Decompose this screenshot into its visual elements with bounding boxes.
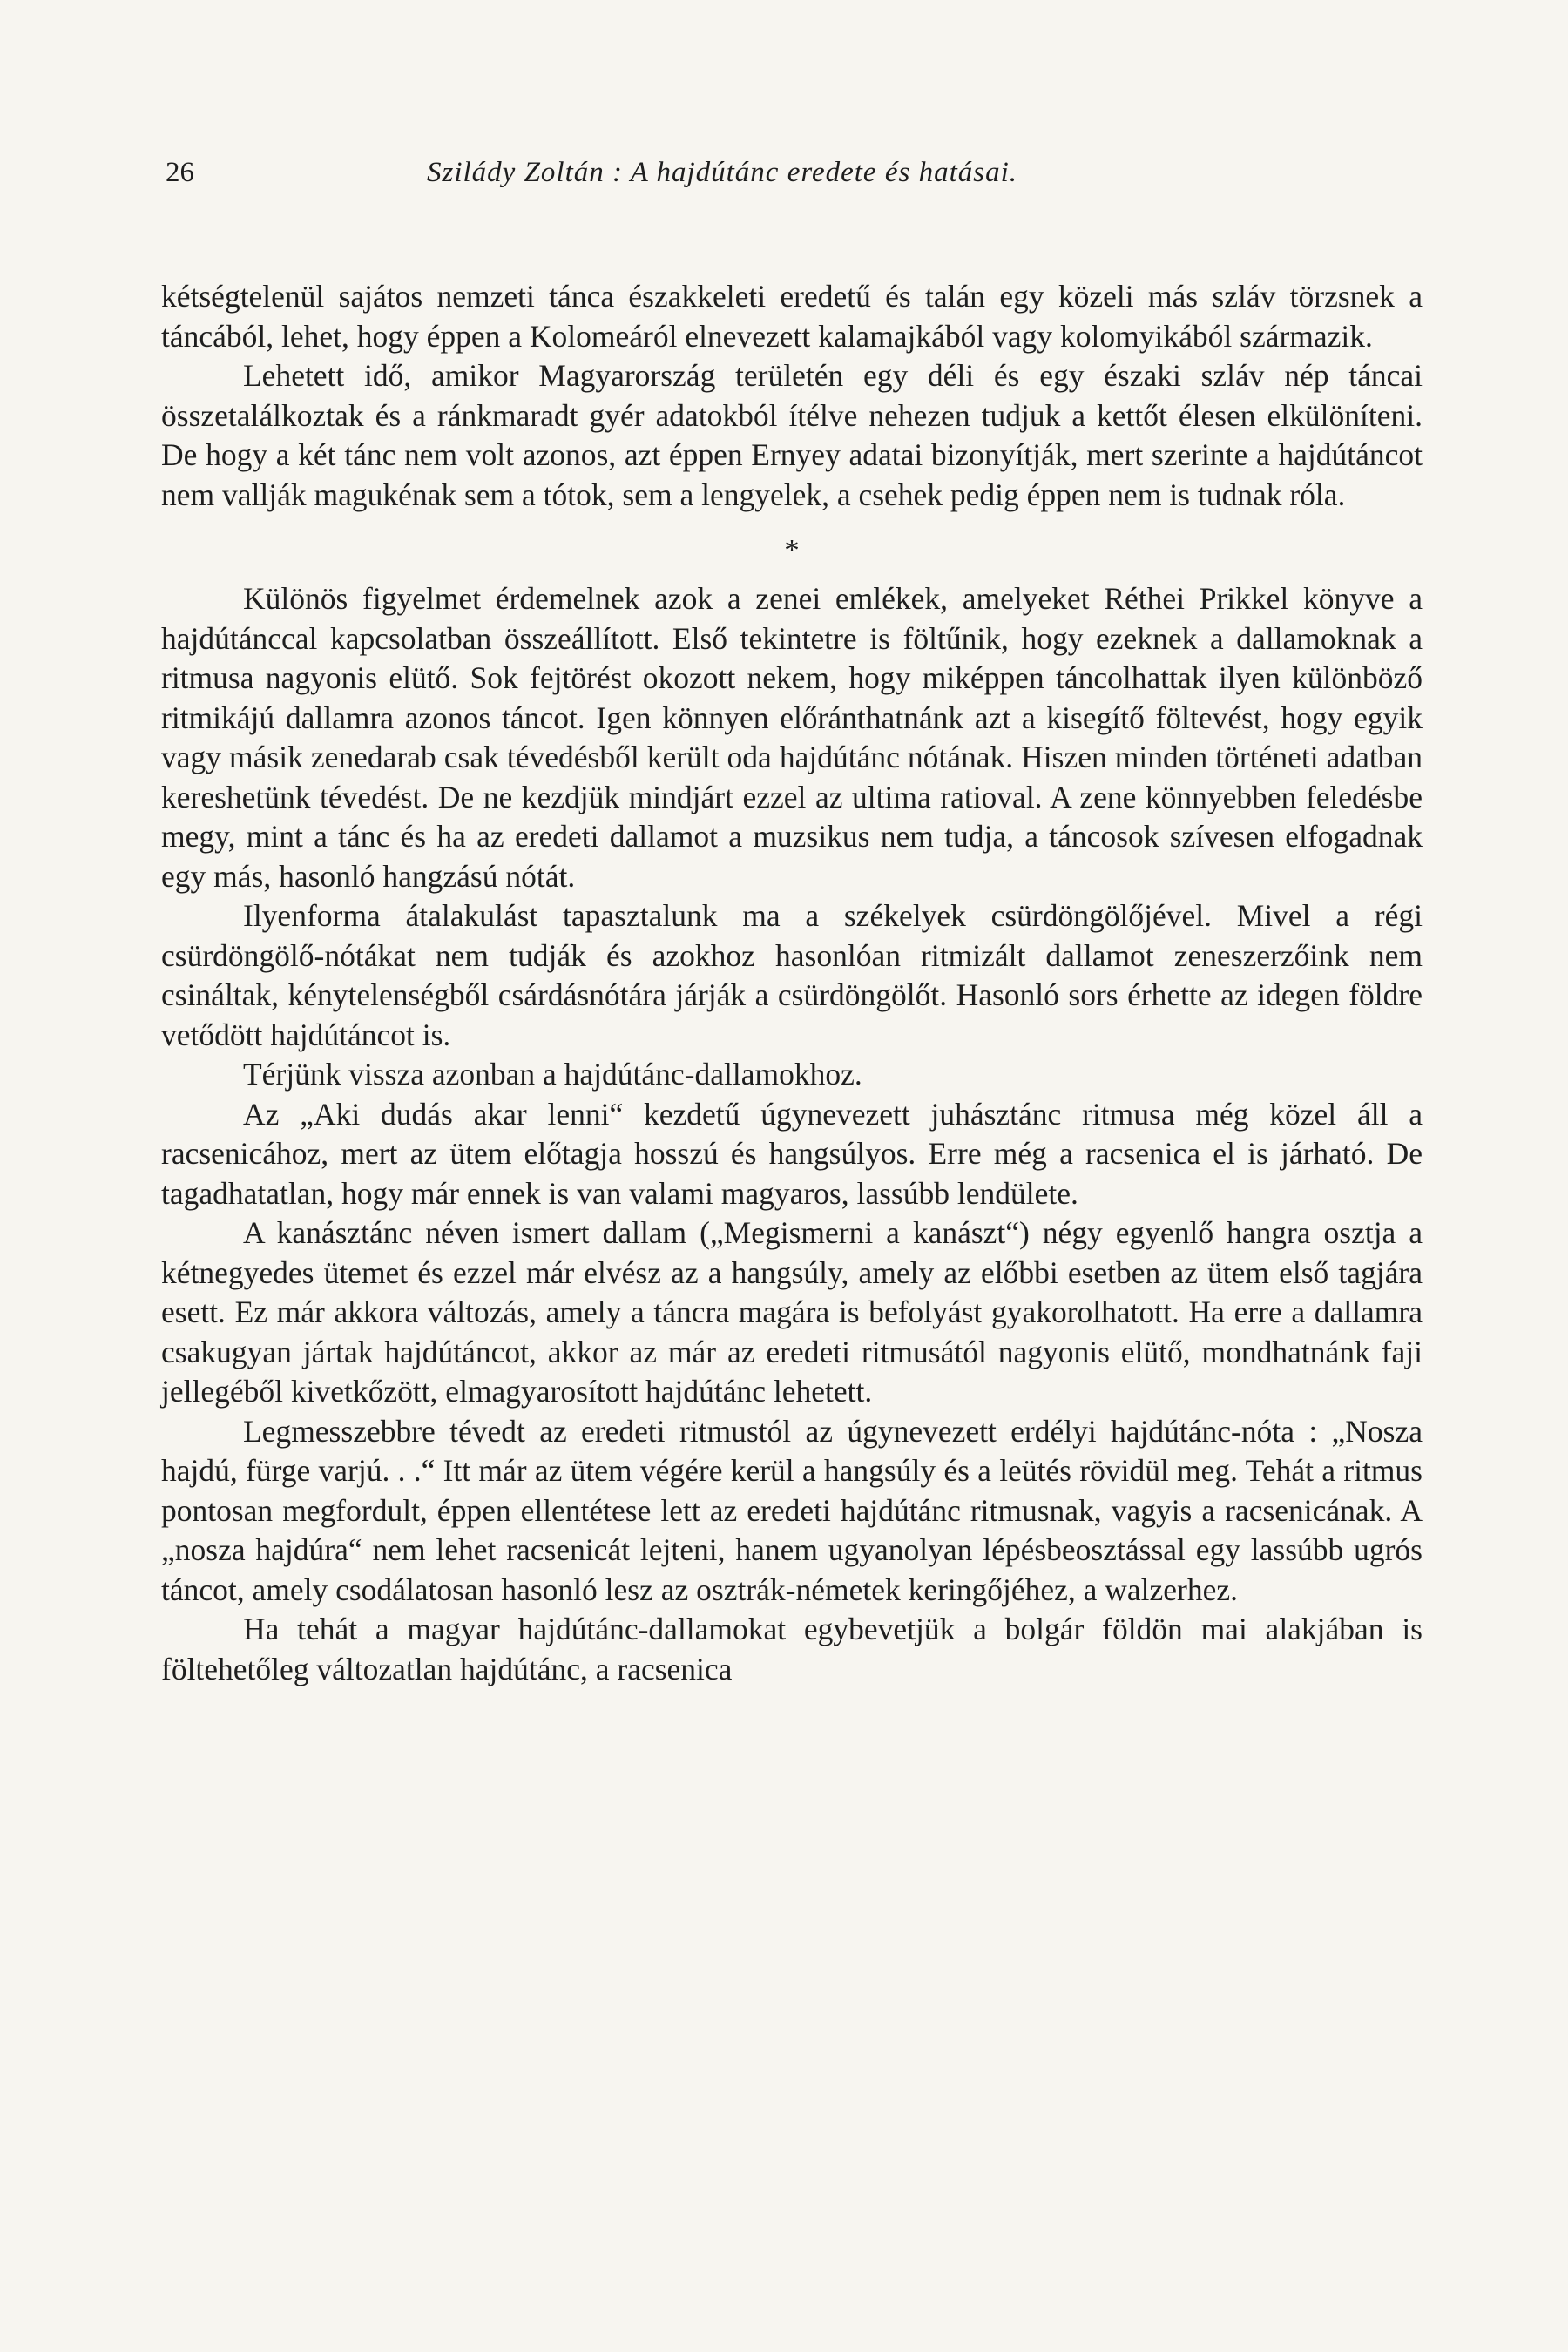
paragraph-7: A kanásztánc néven ismert dallam („Megismerni a kanászt“) négy egyenlő hangra osztja a kétnegyedes ütemet és ezzel már elvész az a hangsúly, amely az előbbi esetben az ütem első tagjára esett. Ez már akkora változás, amely a táncra magára is befolyást gyakorolhatott. Ha erre a dallamra csakugyan jártak hajdútáncot, akkor az már az eredeti ritmusától nagyonis elütő, mondhatnánk faji jellegéből kivetkőzött, elmagyarosított hajdútánc lehetett. <box>161 1215 1423 1409</box>
section-separator: * <box>784 533 800 567</box>
paragraph-2: Lehetett idő, amikor Magyarország területén egy déli és egy északi szláv nép táncai összetalálkoztak és a ránkmaradt gyér adatokból ítélve nehezen tudjuk a kettőt élesen elkülöníteni. De hogy a két tánc nem volt azonos, azt éppen Ernyey adatai bizonyítják, mert szerinte a hajdútáncot nem vallják magukénak sem a tótok, sem a lengyelek, a csehek pedig éppen nem is tudnak róla. <box>161 358 1423 512</box>
running-title: Szilády Zoltán : A hajdútánc eredete és hatásai. <box>427 157 1017 188</box>
page-header <box>166 157 1402 200</box>
paragraph-5: Térjünk vissza azonban a hajdútánc-dallamokhoz. <box>243 1057 862 1092</box>
page-number: 26 <box>166 157 194 188</box>
paragraph-4: Ilyenforma átalakulást tapasztalunk ma a székelyek csürdöngölőjével. Mivel a régi csürdöngölő-nótákat nem tudják és azokhoz hasonlóan ritmizált dallamot zeneszerzőink nem csináltak, kénytelenségből csárdásnótára járják a csürdöngölőt. Hasonló sors érhette az idegen földre vetődött hajdútáncot is. <box>161 898 1423 1052</box>
paragraph-6: Az „Aki dudás akar lenni“ kezdetű úgynevezett juhásztánc ritmusa még közel áll a racsenicához, mert az ütem előtagja hosszú és hangsúlyos. Erre még a racsenica el is járható. De tagadhatatlan, hogy már ennek is van valami magyaros, lassúbb lendülete. <box>161 1096 1423 1211</box>
paragraph-3: Különös figyelmet érdemelnek azok a zenei emlékek, amelyeket Réthei Prikkel könyve a hajdútánccal kapcsolatban összeállított. Első tekintetre is föltűnik, hogy ezeknek a dallamoknak a ritmusa nagyonis elütő. Sok fejtörést okozott nekem, hogy miképpen táncolhattak ilyen különböző ritmikájú dallamra azonos táncot. Igen könnyen előránthatnánk azt a kisegítő föltevést, hogy egyik vagy másik zenedarab csak tévedésből került oda hajdútánc nótának. Hiszen minden történeti adatban kereshetünk tévedést. De ne kezdjük mindjárt ezzel az ultima ratioval. A zene könnyebben feledésbe megy, mint a tánc és ha az eredeti dallamot a muzsikus nem tudja, a táncosok szívesen elfogadnak egy más, hasonló hangzású nótát. <box>161 581 1423 894</box>
paragraph-1: kétségtelenül sajátos nemzeti tánca északkeleti eredetű és talán egy közeli más szláv törzsnek a táncából, lehet, hogy éppen a Kolomeáról elnevezett kalamajkából vagy kolomyikából származik. <box>161 279 1423 354</box>
paragraph-9: Ha tehát a magyar hajdútánc-dallamokat egybevetjük a bolgár földön mai alakjában is föltehetőleg változatlan hajdútánc, a racsenica <box>161 1612 1423 1686</box>
paragraph-8: Legmesszebbre tévedt az eredeti ritmustól az úgynevezett erdélyi hajdútánc-nóta : „Nosza hajdú, fürge varjú. . .“ Itt már az ütem végére kerül a hangsúly és a leütés rövidül meg. Tehát a ritmus pontosan megfordult, éppen ellentétese lett az eredeti hajdútánc ritmusnak, vagyis a racsenicának. A „nosza hajdúra“ nem lehet racsenicát lejteni, hanem ugyanolyan lépésbeosztással egy lassúbb ugrós táncot, amely csodálatosan hasonló lesz az osztrák-németek keringőjéhez, a walzerhez. <box>161 1413 1423 1607</box>
body-text <box>161 277 1423 1689</box>
